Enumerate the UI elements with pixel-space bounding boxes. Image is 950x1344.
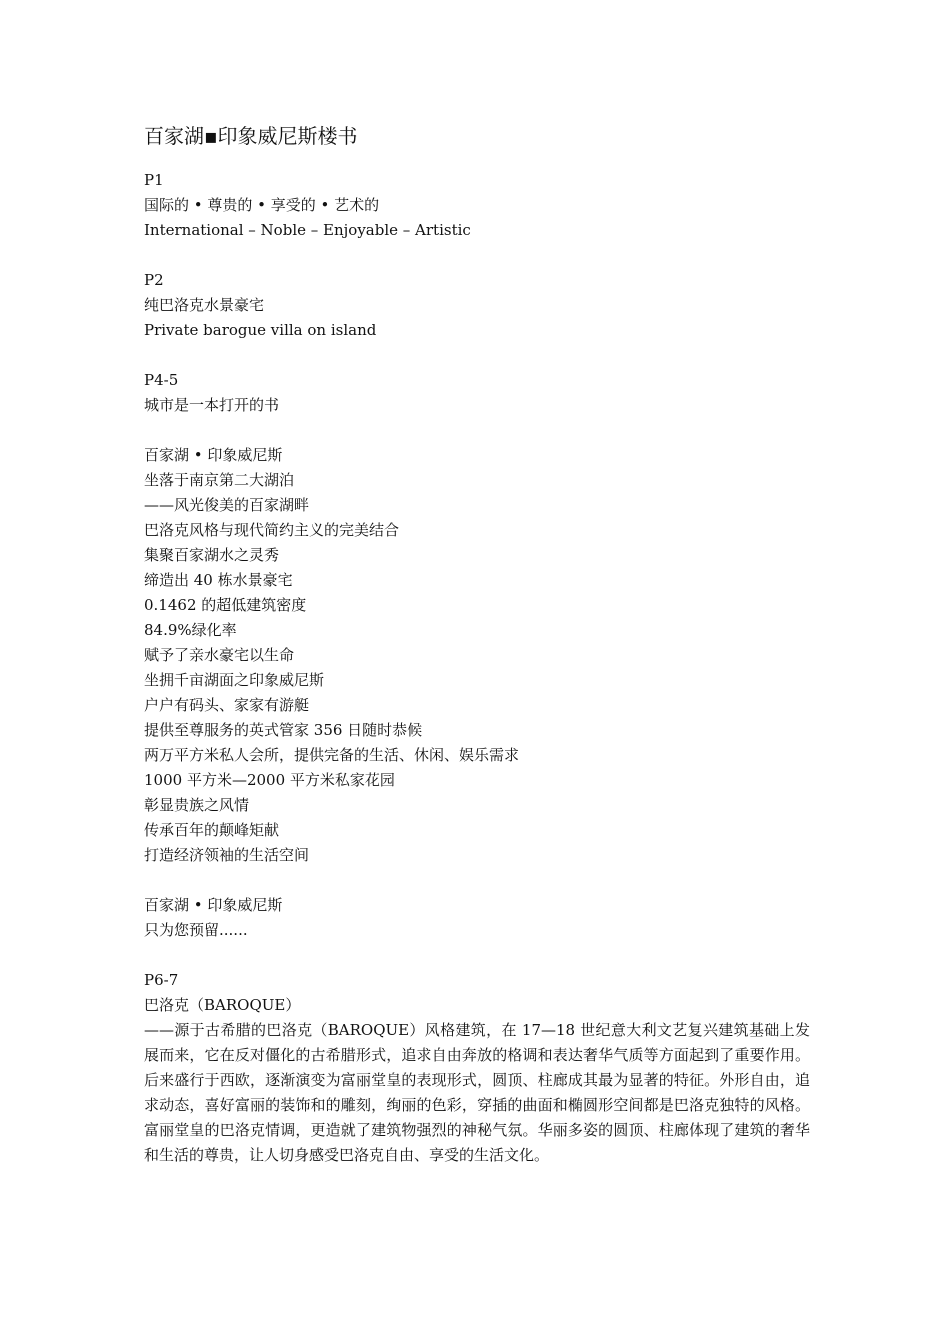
page-label-p6-7: P6-7 bbox=[144, 971, 179, 989]
feature-line: 两万平方米私人会所，提供完备的生活、休闲、娱乐需求 bbox=[144, 746, 520, 764]
spacer bbox=[144, 418, 810, 443]
feature-line: 84.9%绿化率 bbox=[144, 621, 237, 639]
p6-7-heading: 巴洛克（BAROQUE） bbox=[144, 996, 301, 1014]
page-label-p4-5: P4-5 bbox=[144, 371, 179, 389]
p2-english-heading: Private barogue villa on island bbox=[144, 321, 377, 339]
feature-line: 提供至尊服务的英式管家 356 日随时恭候 bbox=[144, 721, 423, 739]
document-page bbox=[144, 122, 810, 1168]
page-label-p2: P2 bbox=[144, 271, 164, 289]
feature-line: 1000 平方米—2000 平方米私家花园 bbox=[144, 771, 395, 789]
feature-line: 集聚百家湖水之灵秀 bbox=[144, 546, 280, 564]
feature-line: 彰显贵族之风情 bbox=[144, 796, 250, 814]
spacer bbox=[144, 943, 810, 968]
spacer bbox=[144, 243, 810, 268]
spacer bbox=[144, 868, 810, 893]
feature-line: ——风光俊美的百家湖畔 bbox=[144, 496, 310, 514]
baroque-paragraph: ——源于古希腊的巴洛克（BAROQUE）风格建筑，在 17—18 世纪意大利文艺复兴建筑基础上发展而来，它在反对僵化的古希腊形式，追求自由奔放的格调和表达奢华气质等方面起到了重要作用。后来盛行于西欧，逐渐演变为富丽堂皇的表现形式，圆顶、柱廊成其最为显著的特征。外形自由，追求动态，喜好富丽的装饰和的雕刻，绚丽的色彩，穿插的曲面和椭圆形空间都是巴洛克独特的风格。富丽堂皇的巴洛克情调，更造就了建筑物强烈的神秘气氛。华丽多姿的圆顶、柱廊体现了建筑的奢华和生活的尊贵，让人切身感受巴洛克自由、享受的生活文化。 bbox=[144, 1021, 810, 1164]
feature-line: 打造经济领袖的生活空间 bbox=[144, 846, 310, 864]
feature-line: 赋予了亲水豪宅以生命 bbox=[144, 646, 295, 664]
feature-line: 百家湖 • 印象威尼斯 bbox=[144, 446, 283, 464]
feature-line: 0.1462 的超低建筑密度 bbox=[144, 596, 307, 614]
feature-line: 缔造出 40 栋水景豪宅 bbox=[144, 571, 293, 589]
p4-5-feature-list bbox=[144, 443, 810, 868]
p4-5-heading: 城市是一本打开的书 bbox=[144, 396, 280, 414]
page-label-p1: P1 bbox=[144, 171, 164, 189]
document-title: 百家湖▪印象威尼斯楼书 bbox=[144, 124, 358, 148]
p1-chinese-slogan: 国际的 • 尊贵的 • 享受的 • 艺术的 bbox=[144, 196, 380, 214]
feature-line: 巴洛克风格与现代简约主义的完美结合 bbox=[144, 521, 400, 539]
feature-line: 户户有码头、家家有游艇 bbox=[144, 696, 310, 714]
spacer bbox=[144, 343, 810, 368]
feature-line: 传承百年的颠峰矩献 bbox=[144, 821, 280, 839]
feature-line: 坐拥千亩湖面之印象威尼斯 bbox=[144, 671, 325, 689]
closing-line: 只为您预留...... bbox=[144, 921, 248, 939]
feature-line: 坐落于南京第二大湖泊 bbox=[144, 471, 295, 489]
closing-line: 百家湖 • 印象威尼斯 bbox=[144, 896, 283, 914]
p2-chinese-heading: 纯巴洛克水景豪宅 bbox=[144, 296, 265, 314]
p1-english-slogan: International – Noble – Enjoyable – Artistic bbox=[144, 221, 471, 239]
